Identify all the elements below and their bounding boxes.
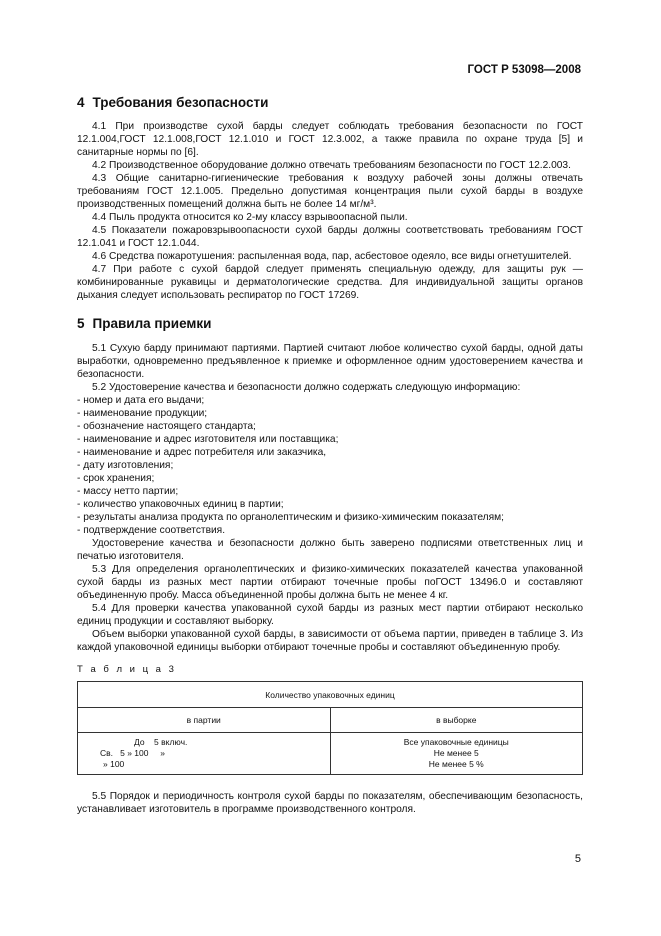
paragraph-certification: Удостоверение качества и безопасности должно быть заверено подписями ответственных лиц и печатью изготовителя.	[77, 538, 583, 562]
column-header-party: в партии	[78, 708, 331, 733]
paragraph-5-5: 5.5 Порядок и периодичность контроля сухой барды по показателям, обеспечивающим безопасность, устанавливает изготовитель в программе производственного контроля.	[77, 791, 583, 815]
section-4-heading: 4 Требования безопасности	[77, 95, 269, 110]
sample-size-cell	[330, 733, 583, 775]
paragraph-4-6: 4.6 Средства пожаротушения: распыленная вода, пар, асбестовое одеяло, все виды огнетушителей.	[92, 251, 572, 262]
list-item: - наименование и адрес потребителя или заказчика,	[77, 447, 327, 458]
list-item: - подтверждение соответствия.	[77, 525, 226, 536]
paragraph-4-7: 4.7 При работе с сухой бардой следует применять специальную одежду, для защиты рук — комбинированные рукавицы и дерматологические средства. Для индивидуальной защиты органов дыхания следует использовать респиратор по ГОСТ 17269.	[77, 264, 583, 301]
sample-size-value: Не менее 5	[433, 748, 479, 758]
section-4-body	[77, 120, 583, 302]
table-caption: Т а б л и ц а 3	[77, 664, 177, 675]
paragraph-4-5: 4.5 Показатели пожаровзрывоопасности сухой барды должны соответствовать требованиям ГОСТ 12.1.041 и ГОСТ 12.1.044.	[77, 225, 583, 249]
list-item: - наименование продукции;	[77, 408, 208, 419]
list-item: - дату изготовления;	[77, 460, 174, 471]
paragraph-4-1: 4.1 При производстве сухой барды следует соблюдать требования безопасности по ГОСТ 12.1.004,ГОСТ 12.1.008,ГОСТ 12.1.010 и ГОСТ 12.3.002, а также правила по охране труда [5] и санитарные нормы по [6].	[77, 121, 583, 158]
section-5-heading: 5 Правила приемки	[77, 316, 212, 331]
paragraph-4-3: 4.3 Общие санитарно-гигиенические требования к воздуху рабочей зоны должны отвечать требованиям ГОСТ 12.1.005. Предельно допустимая концентрация пыли сухой барды в воздухе производственных помещений должна быть не более 14 мг/м³.	[77, 173, 583, 210]
party-size-value: До 5 включ.	[134, 737, 188, 747]
list-item: - номер и дата его выдачи;	[77, 395, 205, 406]
list-item: - срок хранения;	[77, 473, 155, 484]
table-header: Количество упаковочных единиц	[78, 682, 583, 708]
paragraph-5-2: 5.2 Удостоверение качества и безопасности должно содержать следующую информацию:	[92, 382, 521, 393]
party-size-value: » 100	[103, 759, 125, 769]
list-item: - количество упаковочных единиц в партии;	[77, 499, 284, 510]
table-row	[78, 733, 583, 775]
party-size-cell	[78, 733, 331, 775]
sample-size-value: Все упаковочные единицы	[403, 737, 509, 747]
page-number: 5	[574, 853, 581, 865]
paragraph-4-4: 4.4 Пыль продукта относится ко 2-му классу взрывоопасной пыли.	[92, 212, 408, 223]
sample-size-table	[77, 681, 583, 775]
list-item: - результаты анализа продукта по органолептическим и физико-химическим показателям;	[77, 512, 504, 523]
list-item: - массу нетто партии;	[77, 486, 179, 497]
certificate-info-list	[77, 394, 583, 537]
party-size-value: Св. 5 » 100 »	[100, 748, 165, 758]
paragraph-4-2: 4.2 Производственное оборудование должно отвечать требованиям безопасности по ГОСТ 12.2.003.	[92, 160, 571, 171]
list-item: - наименование и адрес изготовителя или поставщика;	[77, 434, 339, 445]
list-item: - обозначение настоящего стандарта;	[77, 421, 256, 432]
column-header-sample: в выборке	[330, 708, 583, 733]
sample-size-value: Не менее 5 %	[428, 759, 484, 769]
paragraph-sample-volume: Объем выборки упакованной сухой барды, в зависимости от объема партии, приведен в таблице 3. Из каждой упаковочной единицы выборки отбирают точечные пробы и составляют объединенную пробу.	[77, 629, 583, 653]
paragraph-5-1: 5.1 Сухую барду принимают партиями. Партией считают любое количество сухой барды, одной даты выработки, одновременно предъявленное к приемке и оформленное одним удостоверением качества и безопасности.	[77, 343, 583, 380]
paragraph-5-4: 5.4 Для проверки качества упакованной сухой барды из разных мест партии отбирают несколько единиц продукции и составляют выборку.	[77, 603, 583, 627]
document-code: ГОСТ Р 53098—2008	[467, 64, 581, 76]
document-body	[77, 94, 583, 816]
paragraph-5-3: 5.3 Для определения органолептических и физико-химических показателей качества упакованной сухой барды из разных мест партии отбирают точечные пробы поГОСТ 13496.0 и составляют объединенную пробу. Масса объединенной пробы должна быть не менее 4 кг.	[77, 564, 583, 601]
